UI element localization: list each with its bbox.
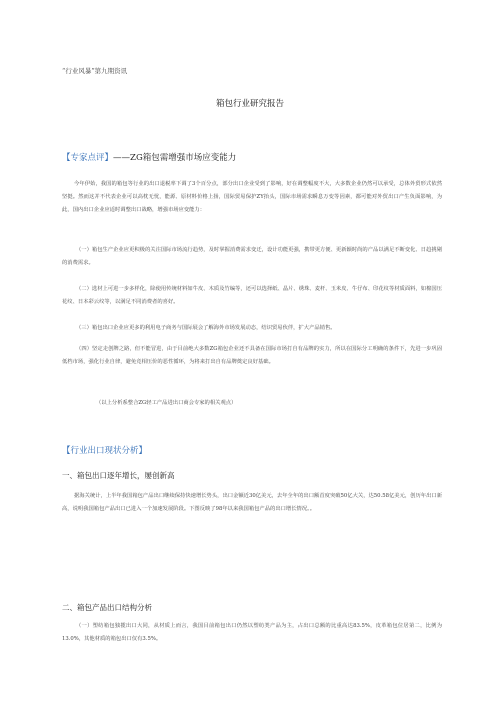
paragraph-point-3: （三）箱包出口企业应更多的利用电子商务与国际展会了解海外市场发展动态，结识贸易伙伴，扩大产品销售。	[76, 325, 336, 331]
bracket-open: 【	[62, 153, 71, 163]
paragraph-intro: 今年伊始，我国的箱包等行业的出口退税率下调了3个百分点，部分出口企业受到了影响，好在调整幅度不大，大多数企业仍然可以承受，总体外贸形式依然坚挺。然而这并不代表企业可以高枕无忧，能源、原材料价格上扬，国际贸易保护ZY抬头，国际市场需求瞬息万变等因素，都可能对外贸出口产生负面影响，为此，国内出口企业应适时调整出口战略，增强市场应变能力：	[62, 181, 442, 213]
section-label: 专家点评	[70, 153, 105, 163]
subheading-export-growth: 一、箱包出口逐年增长，屡创新高	[62, 471, 175, 480]
section-subtitle: ——ZG箱包需增强市场应变能力	[113, 153, 237, 163]
bracket-open: 【	[62, 446, 71, 456]
paragraph-point-4: （四）坚定走创牌之路，但不能冒进，由于目前绝大多数ZG箱包企业还不具备在国际市场打自有品牌的实力，所以在国际分工明确的条件下，先进一步巩固低档市场，强化行业自律，避免竞相压价的恶性循环，为将来打出自有品牌奠定良好基础。	[62, 346, 442, 365]
paragraph-export-growth: 据海关统计，上半年我国箱包产品出口继续保持快速增长势头，出口金额近30亿美元，去年全年的出口额首度突破50亿大关，达50.58亿美元，创历年出口新高，说明我国箱包产品出口已进入一个加速发展阶段。下图反映了98年以来我国箱包产品的出口增长情况。。	[62, 493, 442, 512]
document-title: 箱包行业研究报告	[215, 99, 284, 109]
subheading-export-structure: 二、箱包产品出口结构分析	[62, 603, 152, 612]
paragraph-source-note: （以上分析系整合ZG轻工产品进出口商会专家的相关观点）	[96, 400, 237, 406]
section-label: 行业出口现状分析	[70, 446, 139, 456]
paragraph-point-2: （二）选材上可进一步多样化，除使用传统材料如牛皮、木质及竹编等，还可以选择纸、晶片、绣珠、麦杆、玉米皮、牛仔布、印花纹等材质面料，如棉国压花纹、日本彩云纹等，以满足不同消费者的喜好。	[62, 286, 442, 305]
paragraph-export-structure: （一）塑纺箱包独揽出口大同，从材质上而言，我国目前箱包出口仍然以塑纺类产品为主，占出口总额的比重高达83.5%，皮革箱包位居第二，比例为13.0%，其他材质的箱包出口仅有3.5%。	[62, 623, 442, 642]
section-heading-expert-review	[62, 151, 236, 163]
bracket-close: 】	[138, 446, 148, 456]
paragraph-point-1: （一）箱包生产企业应更积极的关注国际市场流行趋势，及时掌握消费需求变迁，设计功能更强，携带更方便、更新颖时尚的产品以满足不断变化、日趋挑剔的消费需求。	[62, 247, 442, 266]
section-heading-export-status	[62, 444, 147, 456]
newsletter-header: “行业风暴”第九期资讯	[62, 67, 128, 75]
bracket-close: 】	[104, 153, 114, 163]
